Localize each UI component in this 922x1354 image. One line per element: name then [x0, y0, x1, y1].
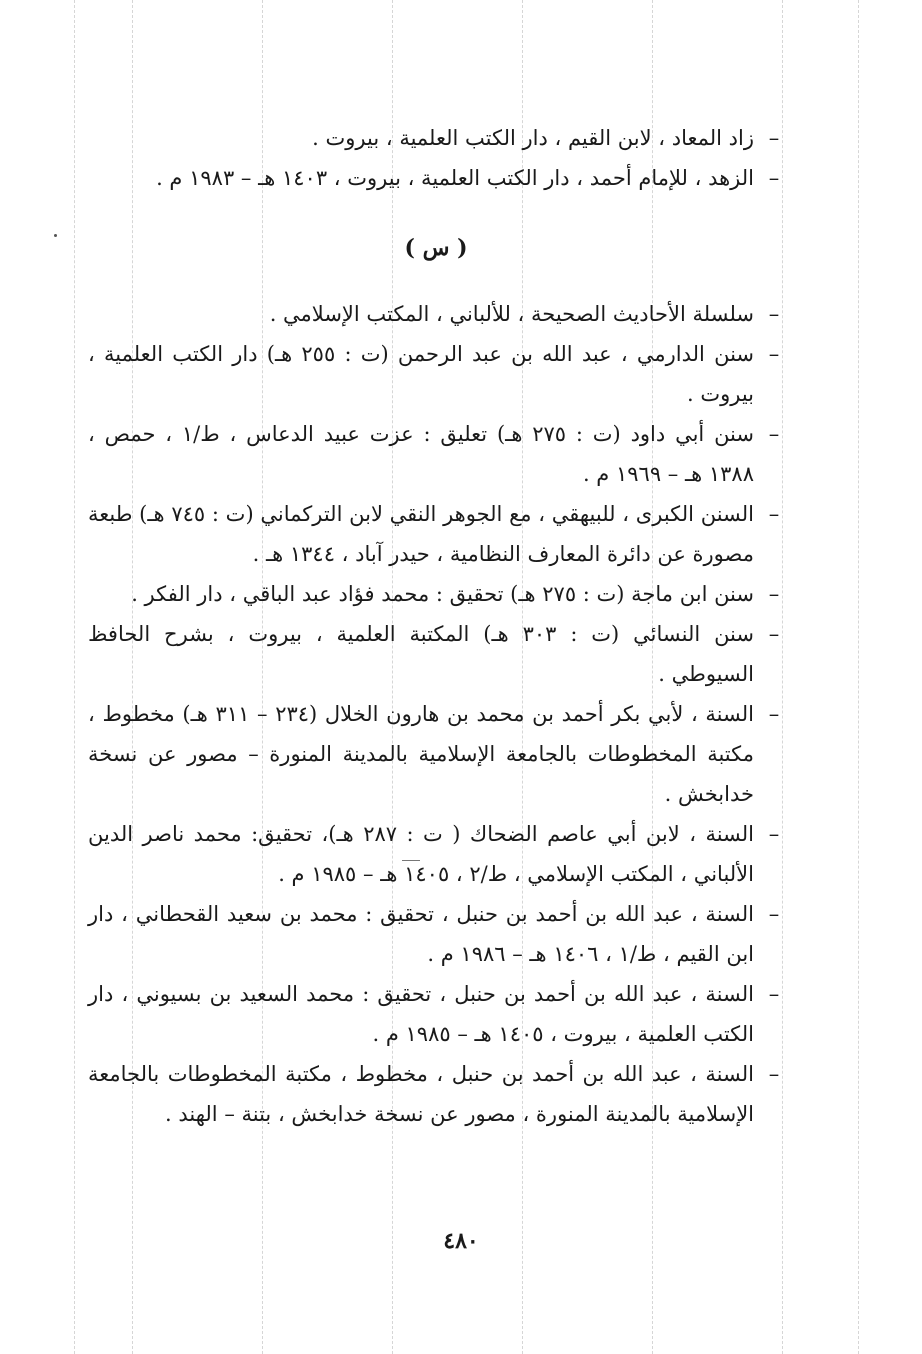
bibliography-entry: [88, 974, 784, 1054]
entry-dash: –: [768, 126, 780, 150]
bibliography-entry: [88, 118, 784, 158]
entry-text: سنن أبي داود (ت : ٢٧٥ هـ) تعليق : عزت عبيد الدعاس ، ط/١ ، حمص ، ١٣٨٨ هـ – ١٩٦٩ م .: [88, 422, 754, 486]
bibliography-entry: [88, 294, 784, 334]
page-number: ٤٨٠: [443, 1228, 479, 1254]
entry-text: سنن الدارمي ، عبد الله بن عبد الرحمن (ت : ٢٥٥ هـ) دار الكتب العلمية ، بيروت .: [88, 342, 755, 406]
bibliography-entry: [88, 814, 784, 894]
bibliography-entry: [88, 694, 784, 814]
bibliography-entry: [88, 574, 784, 614]
entry-dash: –: [768, 582, 780, 606]
bibliography-entry: [88, 414, 784, 494]
entry-dash: –: [768, 982, 780, 1006]
entry-text: السنة ، لابن أبي عاصم الضحاك ( ت : ٢٨٧ هـ)، تحقيق: محمد ناصر الدين الألباني ، المكتب الإسلامي ، ط/٢ ، ١٤٠٥ هـ – ١٩٨٥ م .: [88, 822, 755, 886]
entry-dash: –: [768, 302, 780, 326]
entry-dash: –: [768, 822, 780, 846]
entry-text: السنن الكبرى ، للبيهقي ، مع الجوهر النقي لابن التركماني (ت : ٧٤٥ هـ) طبعة مصورة عن دائرة المعارف النظامية ، حيدر آباد ، ١٣٤٤ هـ .: [88, 502, 754, 566]
entry-dash: –: [768, 902, 780, 926]
entry-dash: –: [768, 422, 780, 446]
bibliography-entry: [88, 614, 784, 694]
section-letter-heading: ( س ): [404, 235, 468, 261]
scan-guide-line: [858, 0, 859, 1354]
entry-text: الزهد ، للإمام أحمد ، دار الكتب العلمية ، بيروت ، ١٤٠٣ هـ – ١٩٨٣ م .: [156, 166, 754, 190]
entry-text: سنن النسائي (ت : ٣٠٣ هـ) المكتبة العلمية ، بيروت ، بشرح الحافظ السيوطي .: [88, 622, 754, 686]
entry-dash: –: [768, 166, 780, 190]
entry-text: سنن ابن ماجة (ت : ٢٧٥ هـ) تحقيق : محمد فؤاد عبد الباقي ، دار الفكر .: [131, 582, 754, 606]
bibliography-entry: [88, 334, 784, 414]
entry-dash: –: [768, 1062, 780, 1086]
bibliography-entry: [88, 494, 784, 574]
entry-text: السنة ، عبد الله بن أحمد بن حنبل ، تحقيق : محمد بن سعيد القحطاني ، دار ابن القيم ، ط/١ ، ١٤٠٦ هـ – ١٩٨٦ م .: [88, 902, 754, 966]
bibliography-entry: [88, 1054, 784, 1134]
entry-text: سلسلة الأحاديث الصحيحة ، للألباني ، المكتب الإسلامي .: [269, 302, 754, 326]
entry-dash: –: [768, 342, 780, 366]
entry-text: السنة ، عبد الله بن أحمد بن حنبل ، تحقيق : محمد السعيد بن بسيوني ، دار الكتب العلمية ، بيروت ، ١٤٠٥ هـ – ١٩٨٥ م .: [88, 982, 754, 1046]
scan-guide-line: [74, 0, 75, 1354]
entry-dash: –: [768, 502, 780, 526]
entry-dash: –: [768, 702, 780, 726]
scan-speck: [54, 234, 57, 237]
bibliography-entry: [88, 894, 784, 974]
entry-dash: –: [768, 622, 780, 646]
entry-text: السنة ، عبد الله بن أحمد بن حنبل ، مخطوط ، مكتبة المخطوطات بالجامعة الإسلامية بالمدينة المنورة ، مصور عن نسخة خدابخش ، بتنة – الهند .: [88, 1062, 754, 1126]
bibliography-entry: [88, 158, 784, 198]
entry-text: زاد المعاد ، لابن القيم ، دار الكتب العلمية ، بيروت .: [312, 126, 754, 150]
entry-text: السنة ، لأبي بكر أحمد بن محمد بن هارون الخلال (٢٣٤ – ٣١١ هـ) مخطوط ، مكتبة المخطوطات بالجامعة الإسلامية بالمدينة المنورة – مصور عن نسخة خدابخش .: [88, 702, 754, 806]
bibliography-list: [88, 118, 784, 1134]
